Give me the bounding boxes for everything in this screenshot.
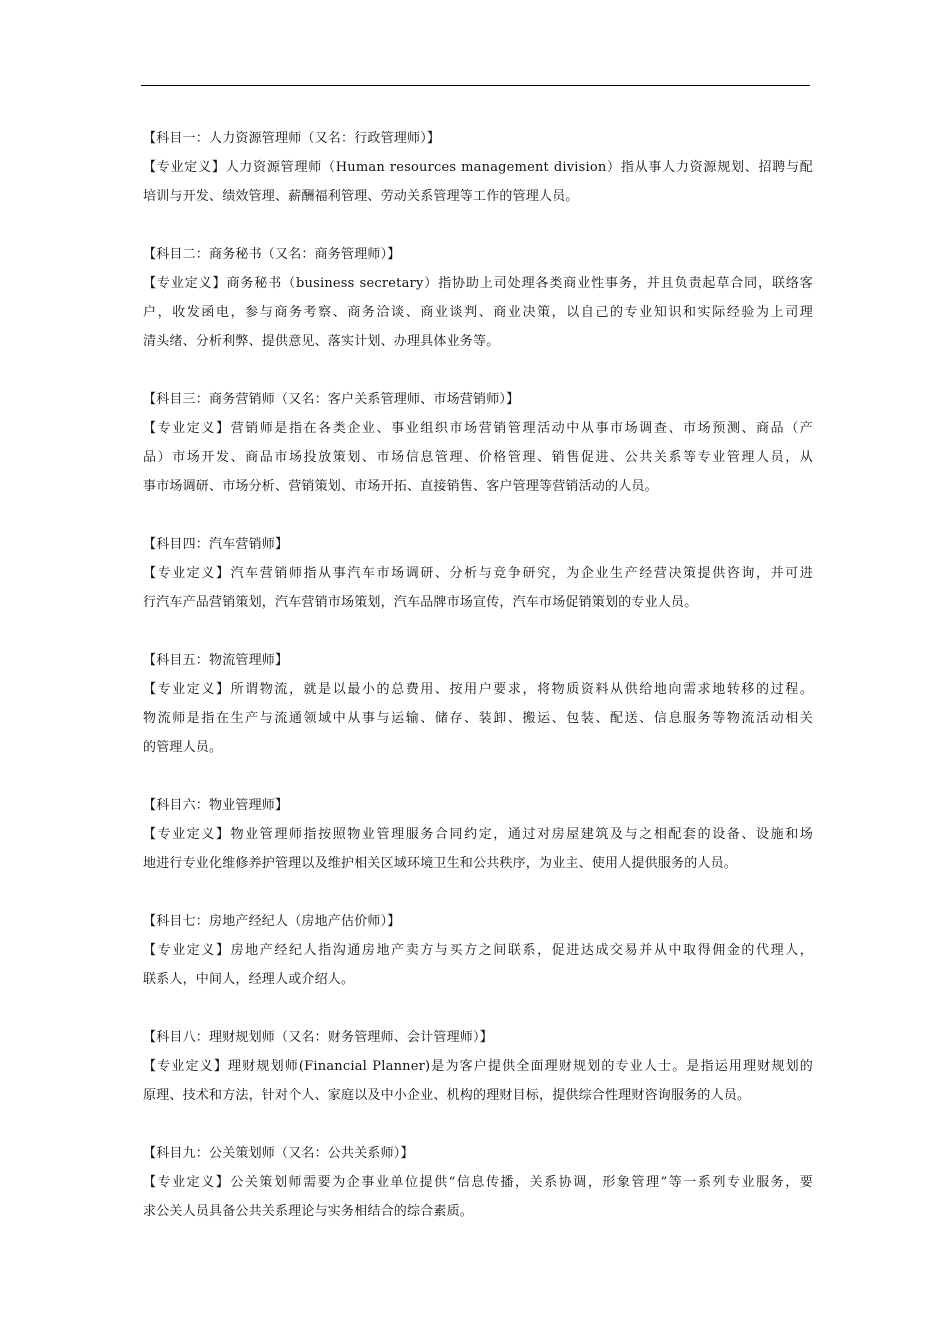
subject-heading: 【科目九：公关策划师（又名：公共关系师）】 — [143, 1146, 414, 1161]
subject-heading: 【科目三：商务营销师（又名：客户关系管理师、市场营销师）】 — [143, 392, 520, 407]
definition-line: 联系人，中间人，经理人或介绍人。 — [143, 972, 355, 987]
definition-line: 原理、技术和方法，针对个人、家庭以及中小企业、机构的理财目标，提供综合性理财咨询服务的人员。 — [143, 1088, 751, 1103]
subject-heading: 【科目四：汽车营销师】 — [143, 537, 289, 552]
subject-heading: 【科目六：物业管理师】 — [143, 798, 289, 813]
subject-entry — [143, 385, 813, 501]
subject-entry — [143, 240, 813, 356]
subject-heading: 【科目五：物流管理师】 — [143, 653, 289, 668]
subject-entry — [143, 791, 813, 878]
definition-line: 【专业定义】营销师是指在各类企业、事业组织市场营销管理活动中从事市场调查、市场预测、商品（产 — [143, 421, 813, 436]
definition-line: 【专业定义】所谓物流，就是以最小的总费用、按用户要求，将物质资料从供给地向需求地转移的过程。 — [143, 682, 813, 697]
definition-line: 【专业定义】物业管理师指按照物业管理服务合同约定，通过对房屋建筑及与之相配套的设备、设施和场 — [143, 827, 813, 842]
definition-line: 清头绪、分析利弊、提供意见、落实计划、办理具体业务等。 — [143, 334, 500, 349]
subject-entry — [143, 1023, 813, 1110]
definition-line: 户，收发函电，参与商务考察、商务洽谈、商业谈判、商业决策，以自己的专业知识和实际经验为上司理 — [143, 305, 813, 320]
subject-entry — [143, 907, 813, 994]
subject-entry — [143, 1139, 813, 1226]
subject-entry — [143, 124, 813, 211]
definition-line: 行汽车产品营销策划，汽车营销市场策划，汽车品牌市场宣传，汽车市场促销策划的专业人员。 — [143, 595, 698, 610]
definition-line: 事市场调研、市场分析、营销策划、市场开拓、直接销售、客户管理等营销活动的人员。 — [143, 479, 658, 494]
header-rule — [141, 85, 810, 86]
subject-entry — [143, 530, 813, 617]
document-body — [143, 124, 813, 1255]
definition-line: 求公关人员具备公共关系理论与实务相结合的综合素质。 — [143, 1204, 474, 1219]
definition-line: 【专业定义】汽车营销师指从事汽车市场调研、分析与竞争研究，为企业生产经营决策提供咨询，并可进 — [143, 566, 813, 581]
definition-line: 物流师是指在生产与流通领域中从事与运输、储存、装卸、搬运、包装、配送、信息服务等物流活动相关 — [143, 711, 813, 726]
definition-line: 【专业定义】公关策划师需要为企事业单位提供“信息传播，关系协调，形象管理”等一系列专业服务，要 — [143, 1175, 813, 1190]
definition-line: 【专业定义】商务秘书（business secretary）指协助上司处理各类商业性事务，并且负责起草合同，联络客 — [143, 276, 813, 291]
definition-line: 【专业定义】房地产经纪人指沟通房地产卖方与买方之间联系，促进达成交易并从中取得佣金的代理人， — [143, 943, 813, 958]
definition-line: 【专业定义】人力资源管理师（Human resources management division）指从事人力资源规划、招聘与配 — [143, 160, 813, 175]
definition-line: 培训与开发、绩效管理、薪酬福利管理、劳动关系管理等工作的管理人员。 — [143, 189, 579, 204]
definition-line: 【专业定义】理财规划师(Financial Planner)是为客户提供全面理财规划的专业人士。是指运用理财规划的 — [143, 1059, 813, 1074]
subject-heading: 【科目八：理财规划师（又名：财务管理师、会计管理师）】 — [143, 1030, 493, 1045]
subject-entry — [143, 646, 813, 762]
subject-heading: 【科目一：人力资源管理师（又名：行政管理师）】 — [143, 131, 441, 146]
definition-line: 的管理人员。 — [143, 740, 223, 755]
subject-heading: 【科目二：商务秘书（又名：商务管理师）】 — [143, 247, 401, 262]
subject-heading: 【科目七：房地产经纪人（房地产估价师）】 — [143, 914, 401, 929]
definition-line: 品）市场开发、商品市场投放策划、市场信息管理、价格管理、销售促进、公共关系等专业管理人员，从 — [143, 450, 813, 465]
definition-line: 地进行专业化维修养护管理以及维护相关区域环境卫生和公共秩序，为业主、使用人提供服务的人员。 — [143, 856, 738, 871]
